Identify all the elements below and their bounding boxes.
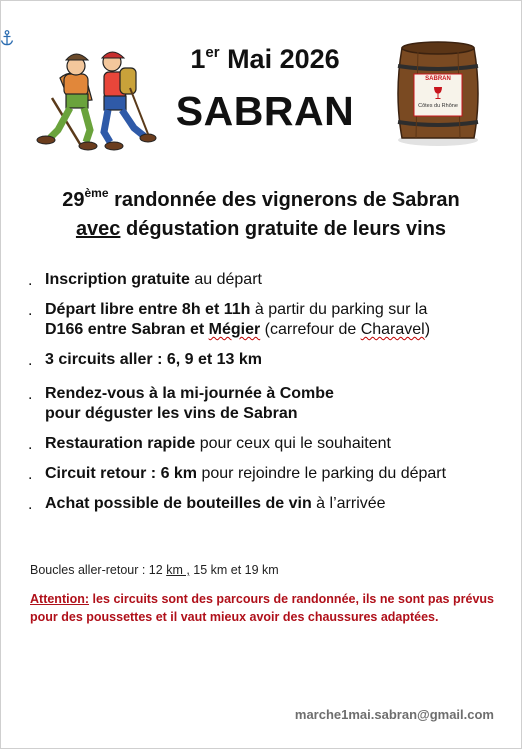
wine-glass-icon	[433, 86, 443, 100]
list-item: . Achat possible de bouteilles de vin à l’arrivée	[28, 495, 386, 513]
anchor-icon	[0, 30, 14, 46]
list-item: . Restauration rapide pour ceux qui le souhaitent	[28, 435, 391, 453]
loops-info: Boucles aller-retour : 12 km , 15 km et 19 km	[30, 563, 279, 577]
list-item: . Inscription gratuite au départ	[28, 271, 262, 289]
barrel-label-brand: SABRAN	[425, 76, 451, 82]
warning-notice: Attention: les circuits sont des parcours de randonnée, ils ne sont pas prévus pour des poussettes et il vaut mieux avoir des chaussures adaptées.	[30, 592, 494, 624]
list-item: . Rendez-vous à la mi-journée à Combe pour déguster les vins de Sabran	[28, 385, 334, 422]
barrel-label-appellation: Côtes du Rhône	[418, 103, 458, 109]
list-item: . Départ libre entre 8h et 11h à partir du parking sur la D166 entre Sabran et Mégier (carrefour de Charavel)	[28, 301, 431, 338]
info-list	[28, 270, 498, 524]
list-item: . Circuit retour : 6 km pour rejoindre le parking du départ	[28, 465, 447, 483]
hikers-illustration	[30, 38, 158, 156]
subtitle-line-1: 29ème randonnée des vignerons de Sabran	[62, 186, 460, 211]
event-date: 1er Mai 2026	[190, 44, 340, 74]
subtitle-line-2: avec dégustation gratuite de leurs vins	[75, 218, 447, 240]
event-town: SABRAN	[175, 88, 355, 134]
list-item: . 3 circuits aller : 6, 9 et 13 km	[28, 351, 263, 369]
wine-barrel-logo	[392, 40, 484, 148]
contact-email[interactable]: marche1mai.sabran@gmail.com	[294, 707, 494, 722]
